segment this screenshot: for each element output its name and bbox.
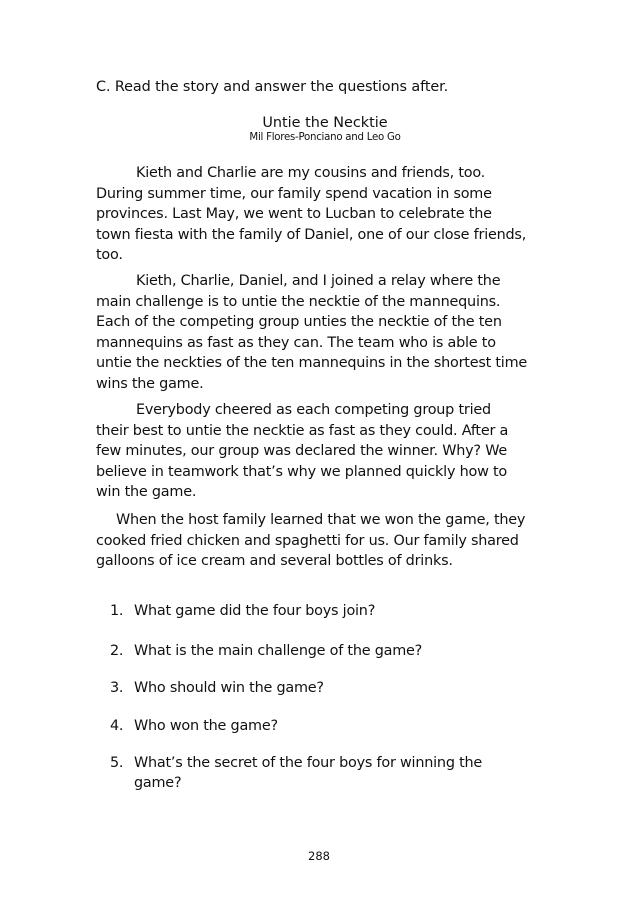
paragraph-line: town fiesta with the family of Daniel, one of our close friends, bbox=[96, 226, 527, 243]
question-text: Who should win the game? bbox=[134, 680, 324, 696]
paragraph-line: too. bbox=[96, 247, 123, 263]
story-paragraph-2 bbox=[96, 271, 556, 394]
question-text: game? bbox=[134, 775, 182, 791]
story-paragraph-3 bbox=[96, 400, 556, 503]
paragraph-line: During summer time, our family spend vacation in some bbox=[96, 185, 492, 202]
question-item bbox=[110, 601, 550, 621]
paragraph-line: provinces. Last May, we went to Lucban to celebrate the bbox=[96, 206, 492, 222]
paragraph-line: wins the game. bbox=[96, 375, 204, 392]
paragraph-line: galloons of ice cream and several bottles of drinks. bbox=[96, 553, 453, 569]
paragraph-line: main challenge is to untie the necktie of the mannequins. bbox=[96, 293, 501, 310]
question-text: What’s the secret of the four boys for winning the bbox=[134, 755, 483, 771]
paragraph-line: cooked fried chicken and spaghetti for us. Our family shared bbox=[96, 532, 519, 549]
page-number: 288 bbox=[308, 849, 330, 863]
paragraph-line: untie the neckties of the ten mannequins in the shortest time bbox=[96, 355, 528, 371]
question-text: Who won the game? bbox=[134, 718, 278, 734]
question-item bbox=[110, 641, 550, 661]
question-number: 1. bbox=[110, 603, 124, 619]
question-item bbox=[110, 678, 550, 698]
paragraph-line: Kieth, Charlie, Daniel, and I joined a relay where the bbox=[136, 273, 501, 289]
story-title: Untie the Necktie bbox=[262, 115, 388, 131]
story-paragraph-1 bbox=[96, 163, 556, 266]
story-authors: Mil Flores-Ponciano and Leo Go bbox=[249, 132, 401, 143]
paragraph-line: few minutes, our group was declared the winner. Why? We bbox=[96, 443, 508, 459]
paragraph-line: believe in teamwork that’s why we planned quickly how to bbox=[96, 463, 507, 480]
question-number: 4. bbox=[110, 718, 124, 734]
question-text: What game did the four boys join? bbox=[134, 603, 376, 619]
question-number: 2. bbox=[110, 643, 124, 659]
paragraph-line: When the host family learned that we won the game, they bbox=[116, 512, 526, 528]
paragraph-line: Everybody cheered as each competing group tried bbox=[136, 402, 491, 418]
story-paragraph-4 bbox=[96, 510, 556, 572]
question-number: 3. bbox=[110, 680, 124, 696]
question-text: What is the main challenge of the game? bbox=[134, 643, 423, 659]
paragraph-line: Kieth and Charlie are my cousins and friends, too. bbox=[136, 165, 486, 181]
question-number: 5. bbox=[110, 755, 124, 771]
question-item bbox=[110, 753, 550, 793]
paragraph-line: their best to untie the necktie as fast as they could. After a bbox=[96, 422, 509, 439]
paragraph-line: win the game. bbox=[96, 484, 197, 500]
paragraph-line: Each of the competing group unties the necktie of the ten bbox=[96, 314, 502, 330]
instruction-text: C. Read the story and answer the questions after. bbox=[96, 79, 449, 95]
question-item bbox=[110, 716, 550, 736]
paragraph-line: mannequins as fast as they can. The team who is able to bbox=[96, 334, 496, 351]
